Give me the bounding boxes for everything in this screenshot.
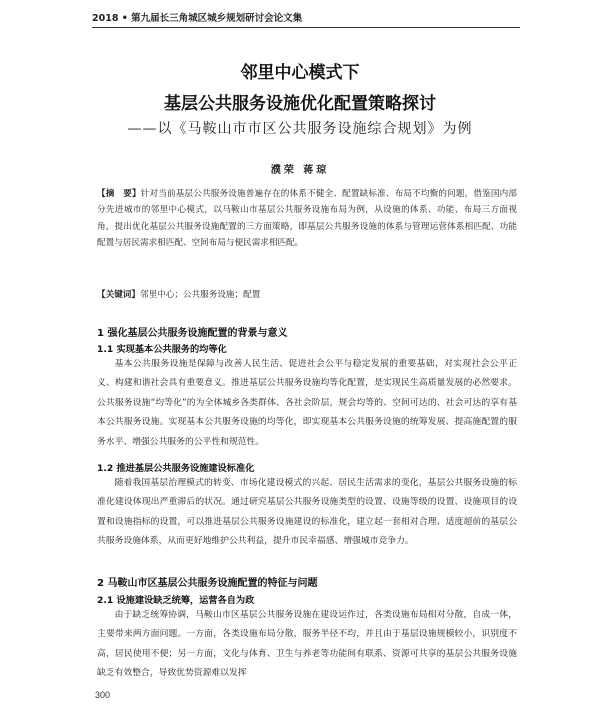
keywords-label: 【关键词】 — [97, 290, 140, 300]
section-1-1-paragraph: 基本公共服务设施是保障与改善人民生活、促进社会公平与稳定发展的重要基础，对实现社会公平正义、构建和谐社会具有重要意义。推进基层公共服务设施均等化配置，是实现民生高质量发展的必然要求。公共服务设施“均等化”的为全体城乡各类群体、各社会阶层，规会均等的、空间可达的、社会可达的享有基本公共服务设施。实现基本公共服务设施的均等化，即实现基本公共服务设施的统筹发展、提高施配置的服务水平、增强公共服务的公平性和规范性。 — [97, 359, 517, 447]
running-head: 2018 • 第九届长三角城区城乡规划研讨会论文集 — [92, 13, 303, 24]
subtitle: ——以《马鞍山市市区公共服务设施综合规划》为例 — [127, 121, 473, 137]
section-1-2-heading: 1.2 推进基层公共服务设施建设标准化 — [97, 463, 255, 474]
abstract-label: 【摘 要】 — [97, 189, 141, 199]
header-rule — [92, 27, 520, 28]
page-number: 300 — [95, 690, 111, 700]
section-2-1-paragraph: 由于缺乏统筹协调，马鞍山市区基层公共服务设施在建设运作过，各类设施布局相对分散，自成一体，主要带来两方面问题。一方面，各类设施布局分散，服务半径不均，并且由于基层设施规模较小，识别度不高，居民使用不便；另一方面，文化与体育、卫生与养老等功能间有联系、资源可共享的基层公共服务设施缺乏有效整合，导致优势资源难以发挥 — [97, 610, 517, 679]
abstract-text: 针对当前基层公共服务设施普遍存在的体系不健全、配置缺标准、布局不均衡的问题，借鉴国内部分先进城市的邻里中心模式，以马鞍山市基层公共服务设施布局为例，从设施的体系、功能、布局三方面视角，提出优化基层公共服务设施配置的三方面策略，即基层公共服务设施的体系与管理运营体系相匹配、功能配置与居民需求相匹配、空间布局与便民需求相匹配。 — [97, 189, 517, 248]
abstract — [97, 186, 517, 251]
authors: 濮荣 蒋琼 — [270, 165, 330, 176]
section-2-1-heading: 2.1 设施建设缺乏统筹，运营各自为政 — [97, 595, 255, 606]
title-line-1: 邻里中心模式下 — [240, 63, 360, 83]
keywords-text: 邻里中心；公共服务设施；配置 — [139, 290, 261, 300]
section-2-heading: 2 马鞍山市区基层公共服务设施配置的特征与问题 — [97, 578, 318, 589]
title-line-2: 基层公共服务设施优化配置策略探讨 — [164, 94, 436, 114]
keywords — [97, 287, 517, 303]
section-1-heading: 1 强化基层公共服务设施配置的背景与意义 — [97, 328, 288, 339]
section-1-2-paragraph: 随着我国基层治理模式的转变、市场化建设模式的兴起、居民生活需求的变化，基层公共服务设施的标准化建设体现出严重滞后的状况。通过研究基层公共服务设施类型的设置、设施等级的设置、设施项目的设置和设施指标的设置，可以推进基层公共服务设施建设的标准化，建立起一套相对合理、适度超前的基层公共服务设施体系，从而更好地维护公共利益，提升市民幸福感、增强城市竞争力。 — [97, 478, 517, 547]
section-1-1-heading: 1.1 实现基本公共服务的均等化 — [97, 344, 227, 355]
